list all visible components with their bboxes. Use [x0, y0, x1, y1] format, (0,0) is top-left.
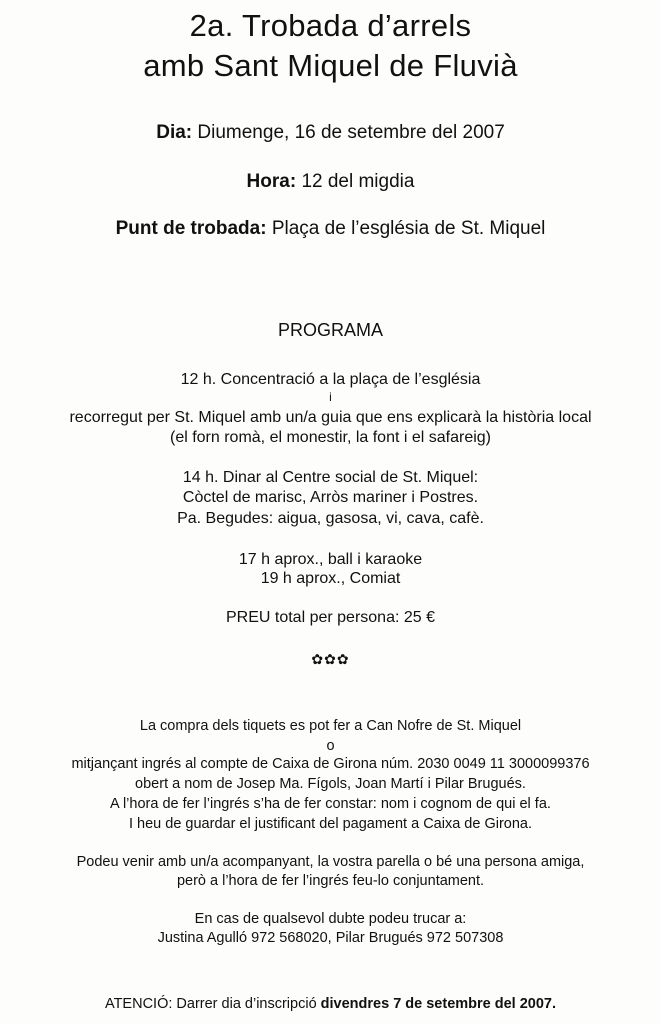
- program-line: Còctel de marisc, Arròs mariner i Postres.: [182, 489, 479, 506]
- tickets-line: A l’hora de fer l’ingrés s’ha de fer constar: nom i cognom de qui el fa.: [110, 796, 551, 812]
- program-line: Pa. Begudes: aigua, gasosa, vi, cava, cafè.: [177, 510, 484, 527]
- tickets-line: obert a nom de Josep Ma. Fígols, Joan Martí i Pilar Brugués.: [135, 776, 526, 792]
- time-row: [0, 170, 661, 194]
- day-value: Diumenge, 16 de setembre del 2007: [197, 122, 505, 143]
- tickets-line: o: [326, 738, 335, 754]
- program-line: 19 h aprox., Comiat: [260, 570, 401, 587]
- title-line-1: 2a. Trobada d’arrels: [189, 8, 472, 43]
- day-label: Dia:: [156, 122, 193, 143]
- program-line: i: [329, 390, 332, 404]
- meeting-label: Punt de trobada:: [115, 218, 267, 239]
- day-row: [0, 121, 661, 145]
- time-label: Hora:: [246, 171, 297, 192]
- companion-line: Podeu venir amb un/a acompanyant, la vostra parella o bé una persona amiga,: [76, 854, 585, 870]
- contact-line: En cas de qualsevol dubte podeu trucar a:: [194, 911, 467, 927]
- companion-line: però a l’hora de fer l’ingrés feu-lo conjuntament.: [176, 873, 485, 889]
- price-line: PREU total per persona: 25 €: [225, 609, 435, 626]
- time-value: 12 del migdia: [301, 171, 415, 192]
- tickets-line: mitjançant ingrés al compte de Caixa de Girona núm. 2030 0049 11 3000099376: [71, 756, 590, 772]
- deadline-date: divendres 7 de setembre del 2007.: [320, 996, 557, 1012]
- program-line: recorregut per St. Miquel amb un/a guia que ens explicarà la història local: [69, 409, 592, 426]
- tickets-line: I heu de guardar el justificant del pagament a Caixa de Girona.: [128, 816, 533, 832]
- program-heading: PROGRAMA: [277, 320, 383, 340]
- ornament-icon: ✿✿✿: [311, 651, 350, 667]
- deadline-prefix: ATENCIÓ: Darrer dia d’inscripció: [104, 996, 321, 1012]
- program-line: 17 h aprox., ball i karaoke: [238, 551, 423, 568]
- meeting-row: [0, 217, 661, 241]
- tickets-line: La compra dels tiquets es pot fer a Can Nofre de St. Miquel: [139, 718, 522, 734]
- meeting-value: Plaça de l’església de St. Miquel: [271, 218, 546, 239]
- deadline-notice: [0, 995, 661, 1014]
- program-line: 12 h. Concentració a la plaça de l’església: [180, 371, 481, 388]
- program-line: 14 h. Dinar al Centre social de St. Miquel:: [182, 469, 479, 486]
- program-line: (el forn romà, el monestir, la font i el safareig): [169, 429, 492, 446]
- title-line-2: amb Sant Miquel de Fluvià: [143, 48, 518, 83]
- contact-line: Justina Agulló 972 568020, Pilar Brugués 972 507308: [157, 930, 504, 946]
